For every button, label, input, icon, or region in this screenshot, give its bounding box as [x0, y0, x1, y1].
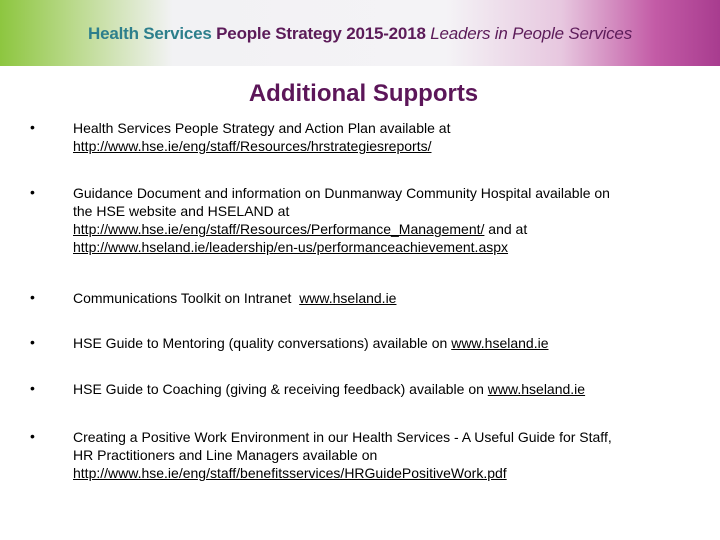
list-item-line: Guidance Document and information on Dunmanway Community Hospital available on — [73, 185, 610, 201]
list-item-text — [73, 428, 703, 482]
performance-management-link[interactable]: http://www.hse.ie/eng/staff/Resources/Performance_Management/ — [73, 221, 485, 237]
list-item-text — [73, 334, 703, 352]
hr-guide-positive-work-link[interactable]: http://www.hse.ie/eng/staff/benefitsservices/HRGuidePositiveWork.pdf — [73, 465, 507, 481]
list-item-text — [73, 380, 703, 398]
bullet-glyph: • — [30, 428, 35, 444]
hseland-link-mentoring[interactable]: www.hseland.ie — [451, 335, 549, 351]
page-title: Additional Supports — [248, 80, 479, 107]
bullet-glyph: • — [30, 334, 35, 350]
list-item-line: HR Practitioners and Line Managers available on — [73, 447, 378, 463]
hseland-link-coaching[interactable]: www.hseland.ie — [487, 381, 586, 397]
header-title-years: 2015-2018 — [346, 24, 426, 43]
performance-achievement-link[interactable]: http://www.hseland.ie/leadership/en-us/performanceachievement.aspx — [73, 239, 509, 255]
bullet-glyph: • — [30, 289, 35, 305]
hseland-link-toolkit[interactable]: www.hseland.ie — [299, 290, 397, 306]
header-title — [0, 24, 720, 44]
list-item-line: Health Services People Strategy and Action Plan available at — [73, 120, 451, 136]
list-item-line: Creating a Positive Work Environment in our Health Services - A Useful Guide for Staff, — [73, 429, 612, 445]
list-item-line: the HSE website and HSELAND at — [73, 203, 290, 219]
list-item-line: HSE Guide to Coaching (giving & receiving feedback) available on — [73, 381, 488, 397]
list-item-line: HSE Guide to Mentoring (quality conversations) available on — [73, 335, 452, 351]
list-item-text — [73, 119, 703, 155]
header-tagline: Leaders in People Services — [430, 24, 632, 43]
bullet-glyph: • — [30, 119, 35, 135]
bullet-glyph: • — [30, 380, 35, 396]
header-banner — [0, 0, 720, 66]
header-title-people-strategy: People Strategy — [216, 24, 342, 43]
list-item-text — [73, 289, 703, 307]
list-item-text — [73, 184, 703, 256]
bullet-glyph: • — [30, 184, 35, 200]
hrstrategies-link[interactable]: http://www.hse.ie/eng/staff/Resources/hrstrategiesreports/ — [73, 138, 432, 154]
header-title-health-services: Health Services — [88, 24, 212, 43]
list-item-line: and at — [484, 221, 528, 237]
list-item-line: Communications Toolkit on Intranet — [73, 290, 300, 306]
